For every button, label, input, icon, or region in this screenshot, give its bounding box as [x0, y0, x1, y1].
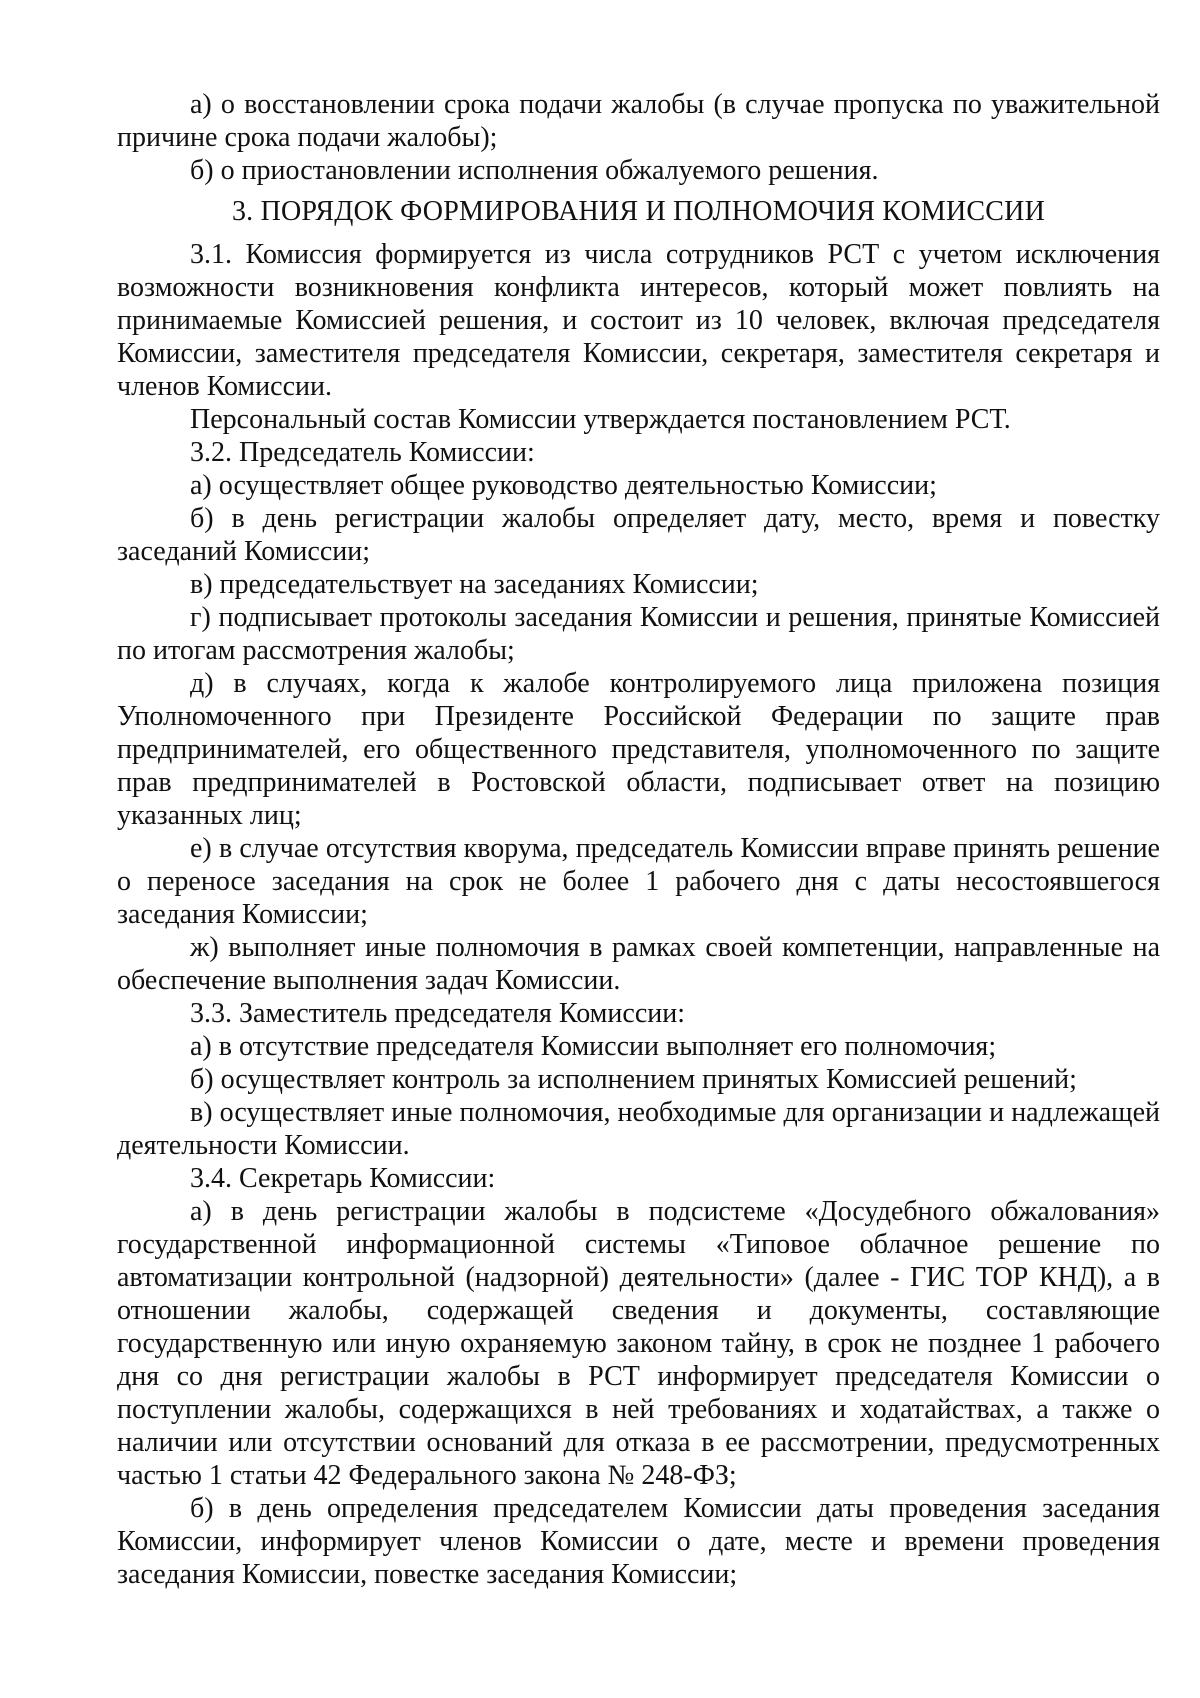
paragraph-3-2-b: б) в день регистрации жалобы определяет дату, место, время и повестку заседаний Комиссии;: [117, 503, 1160, 567]
paragraph-3-1: 3.1. Комиссия формируется из числа сотрудников РСТ с учетом исключения возможности возникновения конфликта интересов, который может повлиять на принимаемые Комиссией решения, и состоит из 10 человек, включая председателя Комиссии, заместителя председателя Комиссии, секретаря, заместителя секретаря и членов Комиссии.: [117, 239, 1160, 402]
paragraph-3-3-title: 3.3. Заместитель председателя Комиссии:: [190, 998, 685, 1029]
paragraph-3-2-g: г) подписывает протоколы заседания Комиссии и решения, принятые Комиссией по итогам рассмотрения жалобы;: [117, 602, 1160, 666]
paragraph-3-3-a: а) в отсутствие председателя Комиссии выполняет его полномочия;: [190, 1031, 997, 1062]
paragraph-3-4-title: 3.4. Секретарь Комиссии:: [190, 1163, 496, 1194]
paragraph-restore-deadline: а) о восстановлении срока подачи жалобы (в случае пропуска по уважительной причине срока подачи жалобы);: [117, 89, 1160, 153]
paragraph-3-2-title: 3.2. Председатель Комиссии:: [190, 437, 535, 468]
document-page: [117, 88, 1160, 1591]
paragraph-3-3-v: в) осуществляет иные полномочия, необходимые для организации и надлежащей деятельности Комиссии.: [117, 1097, 1160, 1161]
paragraph-3-2-a: а) осуществляет общее руководство деятельностью Комиссии;: [190, 470, 937, 501]
paragraph-3-2-v: в) председательствует на заседаниях Комиссии;: [190, 569, 759, 600]
paragraph-3-2-e: е) в случае отсутствия кворума, председатель Комиссии вправе принять решение о переносе заседания на срок не более 1 рабочего дня с даты несостоявшегося заседания Комиссии;: [117, 833, 1160, 930]
paragraph-personal-composition: Персональный состав Комиссии утверждается постановлением РСТ.: [190, 404, 1011, 435]
paragraph-3-2-zh: ж) выполняет иные полномочия в рамках своей компетенции, направленные на обеспечение выполнения задач Комиссии.: [117, 932, 1160, 996]
paragraph-suspend-execution: б) о приостановлении исполнения обжалуемого решения.: [190, 155, 879, 186]
paragraph-3-4-b: б) в день определения председателем Комиссии даты проведения заседания Комиссии, информирует членов Комиссии о дате, месте и времени проведения заседания Комиссии, повестке заседания Комиссии;: [117, 1493, 1160, 1590]
paragraph-3-3-b: б) осуществляет контроль за исполнением принятых Комиссией решений;: [190, 1064, 1077, 1095]
paragraph-3-4-a: а) в день регистрации жалобы в подсистеме «Досудебного обжалования» государственной информационной системы «Типовое облачное решение по автоматизации контрольной (надзорной) деятельности» (далее - ГИС ТОР КНД), а в отношении жалобы, содержащей сведения и документы, составляющие государственную или иную охраняемую законом тайну, в срок не позднее 1 рабочего дня со дня регистрации жалобы в РСТ информирует председателя Комиссии о поступлении жалобы, содержащихся в ней требованиях и ходатайствах, а также о наличии или отсутствии оснований для отказа в ее рассмотрении, предусмотренных частью 1 статьи 42 Федерального закона № 248-ФЗ;: [117, 1196, 1160, 1491]
section-heading: 3. ПОРЯДОК ФОРМИРОВАНИЯ И ПОЛНОМОЧИЯ КОМИССИИ: [231, 196, 1045, 227]
paragraph-3-2-d: д) в случаях, когда к жалобе контролируемого лица приложена позиция Уполномоченного при Президенте Российской Федерации по защите прав предпринимателей, его общественного представителя, уполномоченного по защите прав предпринимателей в Ростовской области, подписывает ответ на позицию указанных лиц;: [117, 668, 1160, 831]
